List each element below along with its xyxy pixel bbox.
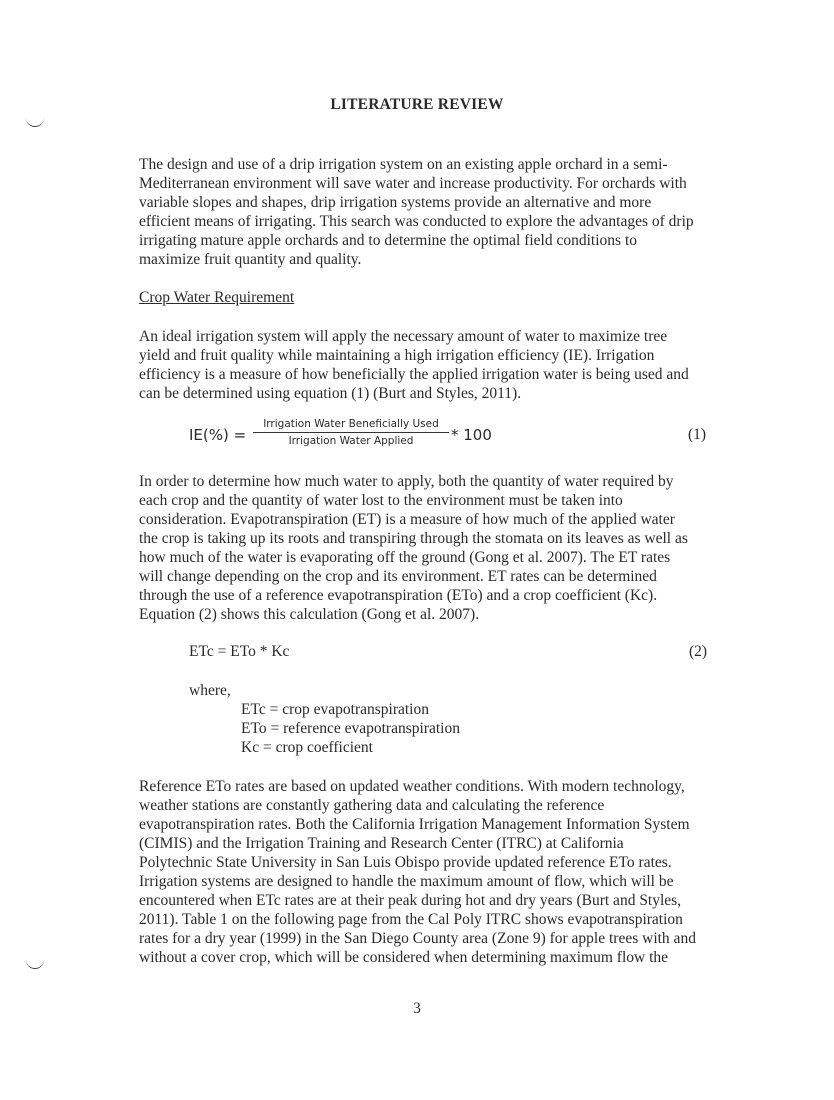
text-line: An ideal irrigation system will apply the necessary amount of water to maximize tree (139, 328, 668, 345)
text-line: Reference ETo rates are based on updated weather conditions. With modern technology, (139, 778, 685, 795)
text-line: irrigating mature apple orchards and to determine the optimal field conditions to (139, 232, 638, 249)
text-line: each crop and the quantity of water lost to the environment must be taken into (139, 492, 623, 509)
text-line: weather stations are constantly gathering data and calculating the reference (139, 797, 605, 814)
equation-1-number: (1) (688, 426, 707, 443)
equation-1-multiplier: * 100 (451, 426, 492, 444)
definition-etc: ETc = crop evapotranspiration (241, 701, 429, 718)
text-line: encountered when ETc rates are at their peak during hot and dry years (Burt and Styles, (139, 892, 682, 909)
text-line: maximize fruit quantity and quality. (139, 251, 362, 268)
text-line: through the use of a reference evapotranspiration (ETo) and a crop coefficient (Kc). (139, 587, 658, 604)
equation-1-lhs: IE(%) = (189, 426, 247, 444)
equation-2: ETc = ETo * Kc (189, 643, 290, 660)
equation-2-number: (2) (689, 643, 708, 660)
text-line: how much of the water is evaporating off the ground (Gong et al. 2007). The ET rates (139, 549, 671, 566)
definition-eto: ETo = reference evapotranspiration (241, 720, 460, 737)
equation-1-denominator: Irrigation Water Applied (288, 435, 414, 447)
intro-paragraph (139, 155, 744, 269)
text-line: The design and use of a drip irrigation system on an existing apple orchard in a semi- (139, 156, 668, 173)
text-line: can be determined using equation (1) (Burt and Styles, 2011). (139, 385, 522, 402)
reference-eto-paragraph (139, 777, 744, 967)
text-line: variable slopes and shapes, drip irrigation systems provide an alternative and more (139, 194, 652, 211)
definition-kc: Kc = crop coefficient (241, 739, 373, 756)
page-number: 3 (413, 1000, 421, 1017)
text-line: (CIMIS) and the Irrigation Training and Research Center (ITRC) at California (139, 835, 624, 852)
text-line: yield and fruit quality while maintaining a high irrigation efficiency (IE). Irrigation (139, 347, 655, 364)
equation-1-fraction (253, 418, 449, 447)
equation-1 (189, 418, 709, 458)
text-line: efficient means of irrigating. This search was conducted to explore the advantages of drip (139, 213, 694, 230)
where-label: where, (189, 682, 231, 699)
text-line: efficiency is a measure of how beneficially the applied irrigation water is being used and (139, 366, 689, 383)
text-line: evapotranspiration rates. Both the California Irrigation Management Information System (139, 816, 690, 833)
text-line: without a cover crop, which will be considered when determining maximum flow the (139, 949, 669, 966)
text-line: Mediterranean environment will save water and increase productivity. For orchards with (139, 175, 687, 192)
text-line: In order to determine how much water to apply, both the quantity of water required by (139, 473, 674, 490)
text-line: rates for a dry year (1999) in the San Diego County area (Zone 9) for apple trees with and (139, 930, 696, 947)
text-line: Equation (2) shows this calculation (Gong et al. 2007). (139, 606, 480, 623)
text-line: the crop is taking up its roots and transpiring through the stomata on its leaves as well as (139, 530, 688, 547)
section-heading: Crop Water Requirement (139, 289, 295, 306)
text-line: 2011). Table 1 on the following page from the Cal Poly ITRC shows evapotranspiration (139, 911, 683, 928)
equation-1-numerator: Irrigation Water Beneficially Used (253, 418, 449, 433)
text-line: will change depending on the crop and its environment. ET rates can be determined (139, 568, 657, 585)
page-title: LITERATURE REVIEW (330, 96, 504, 113)
text-line: consideration. Evapotranspiration (ET) is a measure of how much of the applied water (139, 511, 675, 528)
evapotranspiration-paragraph (139, 472, 744, 624)
text-line: Irrigation systems are designed to handle the maximum amount of flow, which will be (139, 873, 674, 890)
binder-hole-mark-top (26, 118, 44, 127)
irrigation-efficiency-paragraph (139, 327, 744, 403)
text-line: Polytechnic State University in San Luis Obispo provide updated reference ETo rates. (139, 854, 672, 871)
binder-hole-mark-bottom (26, 960, 44, 969)
